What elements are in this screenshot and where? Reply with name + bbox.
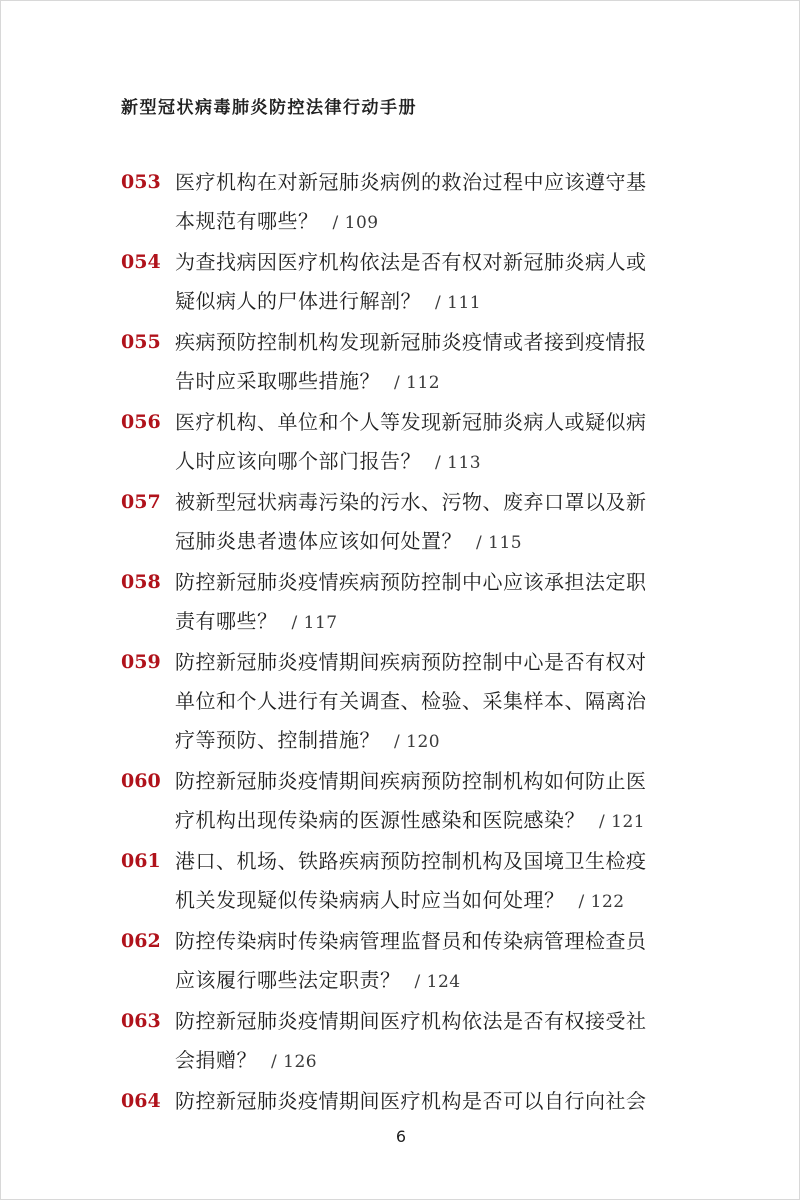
toc-entry-title-text: 医疗机构在对新冠肺炎病例的救治过程中应该遵守基 bbox=[175, 170, 647, 194]
toc-entry-title-line bbox=[175, 643, 701, 682]
toc-entry-number: 057 bbox=[121, 491, 161, 513]
toc-entry-title-line bbox=[175, 922, 701, 961]
toc-entry[interactable] bbox=[121, 243, 701, 323]
toc-entry[interactable] bbox=[121, 323, 701, 403]
toc-entry[interactable] bbox=[121, 403, 701, 483]
running-header: 新型冠状病毒肺炎防控法律行动手册 bbox=[121, 98, 417, 118]
toc-entry[interactable] bbox=[121, 922, 701, 1002]
toc-entry-page-ref: / 122 bbox=[578, 892, 625, 912]
toc-entry-title-line bbox=[175, 881, 701, 922]
toc-entry-page-ref: / 115 bbox=[476, 533, 523, 553]
toc-entry-title-text: 人时应该向哪个部门报告？ bbox=[175, 449, 421, 473]
toc-entry-title-line bbox=[175, 842, 701, 881]
toc-entry-title-text: 防控新冠肺炎疫情疾病预防控制中心应该承担法定职 bbox=[175, 570, 647, 594]
toc-entry-title-text: 防控新冠肺炎疫情期间疾病预防控制中心是否有权对 bbox=[175, 650, 647, 674]
toc-entry-title-line bbox=[175, 762, 701, 801]
toc-entry-title-text: 疾病预防控制机构发现新冠肺炎疫情或者接到疫情报 bbox=[175, 330, 647, 354]
toc-entry-title-line bbox=[175, 961, 701, 1002]
toc-entry-title-text: 防控传染病时传染病管理监督员和传染病管理检查员 bbox=[175, 929, 647, 953]
toc-entry-title bbox=[175, 563, 701, 643]
toc-entry-title-line bbox=[175, 282, 701, 323]
toc-entry-title-text: 港口、机场、铁路疾病预防控制机构及国境卫生检疫 bbox=[175, 849, 647, 873]
toc-entry-title bbox=[175, 922, 701, 1002]
toc-entry-title-text: 单位和个人进行有关调查、检验、采集样本、隔离治 bbox=[175, 689, 647, 713]
toc-entry-page-ref: / 111 bbox=[435, 293, 482, 313]
toc-entry-title-line bbox=[175, 1041, 701, 1082]
toc-entry-title-line bbox=[175, 442, 701, 483]
toc-entry-title-line bbox=[175, 602, 701, 643]
toc-entry-title-line bbox=[175, 1002, 701, 1041]
toc-entry[interactable] bbox=[121, 563, 701, 643]
toc-entry-title bbox=[175, 643, 701, 762]
toc-entry-page-ref: / 121 bbox=[599, 812, 646, 832]
toc-entry-number: 053 bbox=[121, 171, 161, 193]
toc-entry-title-line bbox=[175, 563, 701, 602]
toc-entry[interactable] bbox=[121, 643, 701, 762]
toc-entry-title-text: 告时应采取哪些措施？ bbox=[175, 369, 380, 393]
toc-entry-title bbox=[175, 1002, 701, 1082]
toc-entry-title bbox=[175, 323, 701, 403]
page-number: 6 bbox=[395, 1127, 407, 1146]
toc-entry-title bbox=[175, 483, 701, 563]
toc-entry-title-text: 防控新冠肺炎疫情期间疾病预防控制机构如何防止医 bbox=[175, 769, 647, 793]
toc-entry-title-line bbox=[175, 682, 701, 721]
toc-entry-title-text: 被新型冠状病毒污染的污水、污物、废弃口罩以及新 bbox=[175, 490, 647, 514]
toc-entry-number: 059 bbox=[121, 651, 161, 673]
toc-entry-title bbox=[175, 1082, 701, 1121]
toc-entry-title-line bbox=[175, 403, 701, 442]
toc-entry-title-line bbox=[175, 202, 701, 243]
toc-entry-title-line bbox=[175, 483, 701, 522]
toc-entry[interactable] bbox=[121, 483, 701, 563]
toc-entry-title-line bbox=[175, 243, 701, 282]
toc-entry-title-text: 疑似病人的尸体进行解剖？ bbox=[175, 289, 421, 313]
toc-entry-page-ref: / 113 bbox=[435, 453, 482, 473]
toc-entry-title-line bbox=[175, 522, 701, 563]
toc-entry-number: 056 bbox=[121, 411, 161, 433]
toc-entry-number: 061 bbox=[121, 850, 161, 872]
toc-entry-title-text: 防控新冠肺炎疫情期间医疗机构是否可以自行向社会 bbox=[175, 1089, 647, 1113]
toc-entry[interactable] bbox=[121, 1082, 701, 1121]
toc-entry-title bbox=[175, 163, 701, 243]
toc-entry-title-text: 疗机构出现传染病的医源性感染和医院感染？ bbox=[175, 808, 585, 832]
toc-entry-page-ref: / 112 bbox=[394, 373, 441, 393]
toc-entry[interactable] bbox=[121, 842, 701, 922]
toc-entry-title-text: 应该履行哪些法定职责？ bbox=[175, 968, 401, 992]
toc-entry-number: 055 bbox=[121, 331, 161, 353]
toc-entry-number: 058 bbox=[121, 571, 161, 593]
toc-entry[interactable] bbox=[121, 762, 701, 842]
table-of-contents bbox=[121, 163, 701, 1121]
toc-entry-title-line bbox=[175, 362, 701, 403]
toc-entry-number: 054 bbox=[121, 251, 161, 273]
toc-entry-title-text: 本规范有哪些？ bbox=[175, 209, 319, 233]
toc-entry-page-ref: / 126 bbox=[271, 1052, 318, 1072]
toc-entry-page-ref: / 120 bbox=[394, 732, 441, 752]
toc-entry-page-ref: / 117 bbox=[291, 613, 338, 633]
toc-entry-title-line bbox=[175, 323, 701, 362]
toc-entry-title-text: 责有哪些？ bbox=[175, 609, 278, 633]
toc-entry-title bbox=[175, 842, 701, 922]
toc-entry[interactable] bbox=[121, 1002, 701, 1082]
toc-entry-number: 060 bbox=[121, 770, 161, 792]
toc-entry-title bbox=[175, 762, 701, 842]
toc-entry-number: 062 bbox=[121, 930, 161, 952]
toc-entry-title-text: 机关发现疑似传染病病人时应当如何处理？ bbox=[175, 888, 565, 912]
toc-entry-number: 064 bbox=[121, 1090, 161, 1112]
toc-entry[interactable] bbox=[121, 163, 701, 243]
toc-entry-title-text: 冠肺炎患者遗体应该如何处置？ bbox=[175, 529, 462, 553]
toc-entry-title-line bbox=[175, 163, 701, 202]
toc-entry-page-ref: / 109 bbox=[332, 213, 379, 233]
toc-entry-title-text: 疗等预防、控制措施？ bbox=[175, 728, 380, 752]
toc-entry-title-line bbox=[175, 801, 701, 842]
toc-entry-title bbox=[175, 403, 701, 483]
toc-entry-title-text: 为查找病因医疗机构依法是否有权对新冠肺炎病人或 bbox=[175, 250, 647, 274]
toc-entry-title-line bbox=[175, 721, 701, 762]
toc-entry-number: 063 bbox=[121, 1010, 161, 1032]
toc-entry-title-text: 防控新冠肺炎疫情期间医疗机构依法是否有权接受社 bbox=[175, 1009, 647, 1033]
toc-entry-title bbox=[175, 243, 701, 323]
toc-entry-title-text: 医疗机构、单位和个人等发现新冠肺炎病人或疑似病 bbox=[175, 410, 647, 434]
toc-entry-title-line bbox=[175, 1082, 701, 1121]
toc-entry-page-ref: / 124 bbox=[414, 972, 461, 992]
toc-entry-title-text: 会捐赠？ bbox=[175, 1048, 257, 1072]
